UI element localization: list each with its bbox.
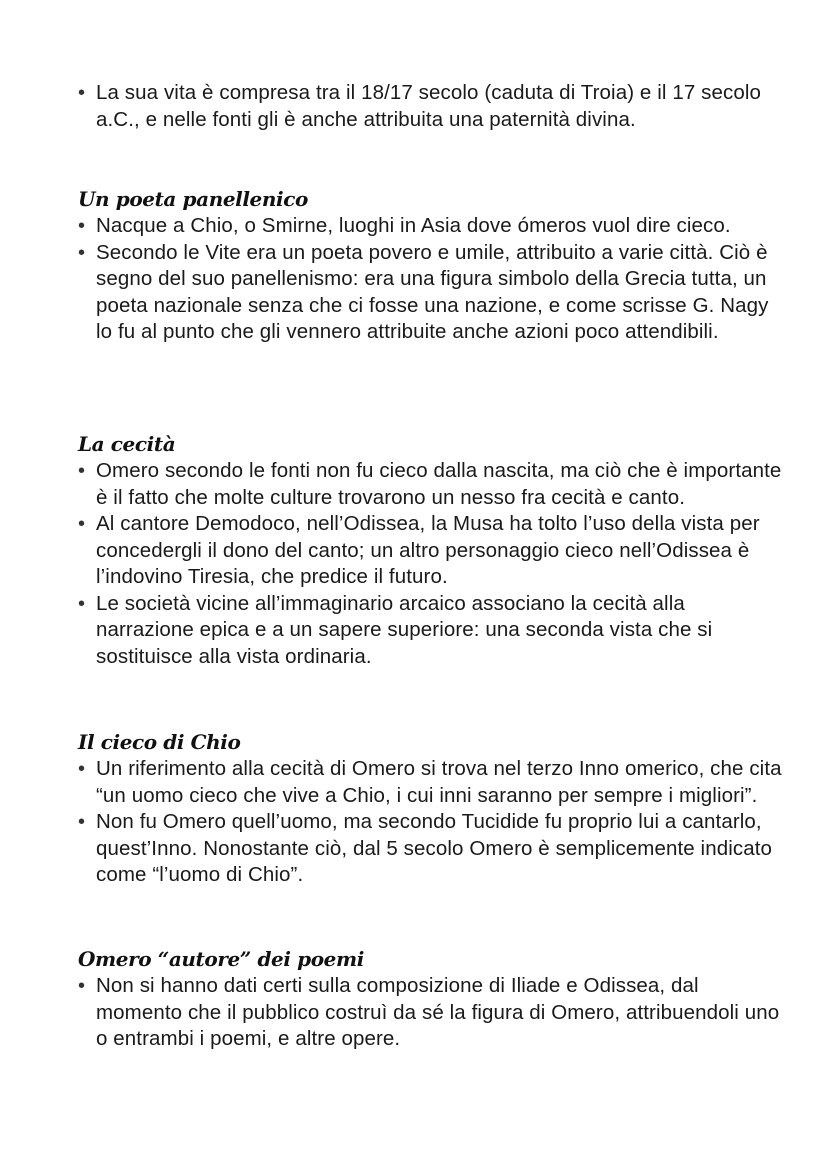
section-bullet-list	[0, 458, 828, 670]
bullet-text: Non si hanno dati certi sulla composizione di Iliade e Odissea, dal momento che il pubblico costruì da sé la figura di Omero, attribuendoli uno o entrambi i poemi, e altre opere.	[96, 974, 780, 1050]
bullet-icon: •	[78, 215, 86, 237]
section-bullet-list	[0, 756, 828, 889]
bullet-text: Omero secondo le fonti non fu cieco dalla nascita, ma ciò che è importante è il fatto che molte culture trovarono un nesso fra cecità e canto.	[96, 459, 782, 509]
list-item	[0, 80, 828, 133]
section-cieco-di-chio	[0, 728, 828, 889]
intro-bullet-list	[0, 80, 828, 133]
section-heading: La cecità	[78, 432, 176, 456]
bullet-icon: •	[78, 241, 86, 264]
section-heading: Il cieco di Chio	[78, 730, 241, 754]
section-bullet-list	[0, 973, 828, 1053]
bullet-text: Nacque a Chio, o Smirne, luoghi in Asia dove ómeros vuol dire cieco.	[96, 214, 731, 237]
bullet-text: La sua vita è compresa tra il 18/17 secolo (caduta di Troia) e il 17 secolo a.C., e nelle fonti gli è anche attribuita una paternità divina.	[96, 81, 761, 131]
bullet-text: Non fu Omero quell’uomo, ma secondo Tucidide fu proprio lui a cantarlo, quest’Inno. Nonostante ciò, dal 5 secolo Omero è semplicemente indicato come “l’uomo di Chio”.	[96, 810, 773, 886]
list-item	[0, 809, 828, 889]
section-omero-autore	[0, 945, 828, 1053]
list-item	[0, 756, 828, 809]
bullet-text: Le società vicine all’immaginario arcaico associano la cecità alla narrazione epica e a un sapere superiore: una seconda vista che si sostituisce alla vista ordinaria.	[96, 591, 713, 668]
bullet-text: Un riferimento alla cecità di Omero si trova nel terzo Inno omerico, che cita “un uomo cieco che vive a Chio, i cui inni saranno per sempre i migliori”.	[96, 757, 782, 807]
bullet-text: Secondo le Vite era un poeta povero e umile, attribuito a varie città. Ciò è segno del suo panellenismo: era una figura simbolo della Grecia tutta, un poeta nazionale senza che ci fosse una nazione, e come scrisse G. Nagy lo fu al punto che gli vennero attribuite anche azioni poco attendibili.	[96, 240, 769, 343]
bullet-icon: •	[78, 82, 86, 104]
list-item	[0, 973, 828, 1053]
list-item	[0, 213, 828, 240]
bullet-text: Al cantore Demodoco, nell’Odissea, la Musa ha tolto l’uso della vista per concedergli il dono del canto; un altro personaggio cieco nell’Odissea è l’indovino Tiresia, che predice il futuro.	[96, 512, 760, 588]
list-item	[0, 511, 828, 591]
section-poeta-panellenico	[0, 185, 828, 346]
list-item	[0, 240, 828, 346]
bullet-icon: •	[78, 592, 86, 615]
bullet-icon: •	[78, 975, 86, 997]
intro-block	[0, 80, 828, 133]
bullet-icon: •	[78, 811, 86, 833]
section-heading: Omero “autore” dei poemi	[78, 947, 364, 971]
section-heading: Un poeta panellenico	[78, 187, 308, 211]
section-bullet-list	[0, 213, 828, 346]
bullet-icon: •	[78, 758, 86, 780]
list-item	[0, 458, 828, 511]
section-cecita	[0, 430, 828, 670]
list-item	[0, 591, 828, 671]
bullet-icon: •	[78, 513, 86, 535]
bullet-icon: •	[78, 460, 86, 482]
